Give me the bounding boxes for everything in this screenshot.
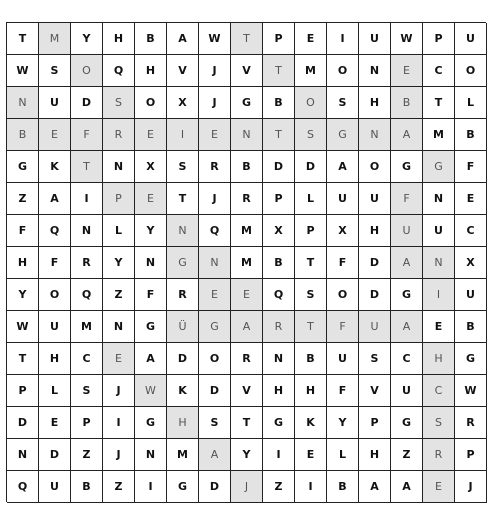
- grid-cell[interactable]: N: [423, 247, 455, 279]
- grid-cell[interactable]: C: [455, 215, 487, 247]
- grid-cell[interactable]: O: [135, 87, 167, 119]
- grid-cell[interactable]: Y: [7, 279, 39, 311]
- grid-cell[interactable]: W: [391, 23, 423, 55]
- grid-cell[interactable]: F: [327, 311, 359, 343]
- grid-cell[interactable]: O: [71, 55, 103, 87]
- grid-cell[interactable]: F: [7, 215, 39, 247]
- grid-cell[interactable]: O: [199, 343, 231, 375]
- grid-cell[interactable]: W: [199, 23, 231, 55]
- grid-cell[interactable]: J: [103, 375, 135, 407]
- grid-cell[interactable]: B: [455, 311, 487, 343]
- grid-cell[interactable]: F: [71, 119, 103, 151]
- grid-cell[interactable]: J: [199, 183, 231, 215]
- grid-cell[interactable]: S: [423, 407, 455, 439]
- grid-cell[interactable]: U: [455, 279, 487, 311]
- grid-cell[interactable]: V: [167, 55, 199, 87]
- grid-cell[interactable]: U: [327, 343, 359, 375]
- grid-cell[interactable]: V: [359, 375, 391, 407]
- grid-cell[interactable]: E: [423, 311, 455, 343]
- grid-cell[interactable]: E: [39, 119, 71, 151]
- grid-cell[interactable]: Y: [231, 439, 263, 471]
- grid-cell[interactable]: S: [71, 375, 103, 407]
- grid-cell[interactable]: G: [263, 407, 295, 439]
- grid-cell[interactable]: B: [7, 119, 39, 151]
- grid-cell[interactable]: Z: [263, 471, 295, 503]
- grid-cell[interactable]: D: [39, 439, 71, 471]
- grid-cell[interactable]: I: [135, 471, 167, 503]
- grid-cell[interactable]: X: [263, 215, 295, 247]
- grid-cell[interactable]: Y: [103, 247, 135, 279]
- grid-cell[interactable]: Z: [7, 183, 39, 215]
- grid-cell[interactable]: U: [39, 87, 71, 119]
- grid-cell[interactable]: A: [391, 247, 423, 279]
- grid-cell[interactable]: P: [7, 375, 39, 407]
- grid-cell[interactable]: P: [295, 215, 327, 247]
- grid-cell[interactable]: B: [455, 119, 487, 151]
- grid-cell[interactable]: A: [199, 439, 231, 471]
- grid-cell[interactable]: W: [135, 375, 167, 407]
- grid-cell[interactable]: G: [327, 119, 359, 151]
- grid-cell[interactable]: P: [103, 183, 135, 215]
- grid-cell[interactable]: N: [359, 119, 391, 151]
- grid-cell[interactable]: T: [263, 119, 295, 151]
- grid-cell[interactable]: C: [391, 343, 423, 375]
- grid-cell[interactable]: G: [135, 407, 167, 439]
- grid-cell[interactable]: A: [39, 183, 71, 215]
- grid-cell[interactable]: Q: [103, 55, 135, 87]
- grid-cell[interactable]: U: [359, 311, 391, 343]
- grid-cell[interactable]: L: [103, 215, 135, 247]
- grid-cell[interactable]: I: [423, 279, 455, 311]
- grid-cell[interactable]: U: [359, 23, 391, 55]
- grid-cell[interactable]: G: [167, 247, 199, 279]
- grid-cell[interactable]: M: [295, 55, 327, 87]
- grid-cell[interactable]: U: [39, 311, 71, 343]
- grid-cell[interactable]: B: [391, 87, 423, 119]
- grid-cell[interactable]: Y: [71, 23, 103, 55]
- grid-cell[interactable]: U: [455, 23, 487, 55]
- grid-cell[interactable]: E: [39, 407, 71, 439]
- grid-cell[interactable]: F: [327, 247, 359, 279]
- grid-cell[interactable]: E: [231, 279, 263, 311]
- grid-cell[interactable]: Z: [71, 439, 103, 471]
- grid-cell[interactable]: B: [263, 247, 295, 279]
- grid-cell[interactable]: X: [135, 151, 167, 183]
- grid-cell[interactable]: N: [103, 151, 135, 183]
- grid-cell[interactable]: G: [199, 311, 231, 343]
- grid-cell[interactable]: H: [359, 439, 391, 471]
- grid-cell[interactable]: A: [327, 151, 359, 183]
- grid-cell[interactable]: M: [71, 311, 103, 343]
- grid-cell[interactable]: R: [71, 247, 103, 279]
- grid-cell[interactable]: Q: [263, 279, 295, 311]
- grid-cell[interactable]: Y: [327, 407, 359, 439]
- grid-cell[interactable]: E: [199, 279, 231, 311]
- grid-cell[interactable]: S: [103, 87, 135, 119]
- grid-cell[interactable]: Q: [199, 215, 231, 247]
- grid-cell[interactable]: D: [167, 343, 199, 375]
- grid-cell[interactable]: T: [295, 247, 327, 279]
- grid-cell[interactable]: P: [423, 23, 455, 55]
- grid-cell[interactable]: R: [231, 183, 263, 215]
- grid-cell[interactable]: G: [231, 87, 263, 119]
- grid-cell[interactable]: H: [7, 247, 39, 279]
- grid-cell[interactable]: X: [455, 247, 487, 279]
- word-search-grid: [6, 22, 486, 502]
- grid-cell[interactable]: C: [423, 375, 455, 407]
- grid-cell[interactable]: L: [295, 183, 327, 215]
- grid-cell[interactable]: H: [295, 375, 327, 407]
- grid-cell[interactable]: B: [263, 87, 295, 119]
- grid-cell[interactable]: T: [231, 23, 263, 55]
- grid-cell[interactable]: N: [135, 439, 167, 471]
- grid-cell[interactable]: R: [423, 439, 455, 471]
- grid-cell[interactable]: O: [327, 279, 359, 311]
- grid-cell[interactable]: H: [359, 87, 391, 119]
- grid-cell[interactable]: I: [295, 471, 327, 503]
- grid-cell[interactable]: E: [295, 23, 327, 55]
- grid-cell[interactable]: A: [391, 471, 423, 503]
- grid-cell[interactable]: A: [391, 311, 423, 343]
- grid-cell[interactable]: L: [327, 439, 359, 471]
- grid-cell[interactable]: R: [103, 119, 135, 151]
- grid-cell[interactable]: Y: [135, 215, 167, 247]
- grid-cell[interactable]: S: [359, 343, 391, 375]
- grid-cell[interactable]: M: [423, 119, 455, 151]
- grid-cell[interactable]: P: [359, 407, 391, 439]
- grid-cell[interactable]: A: [391, 119, 423, 151]
- grid-cell[interactable]: R: [455, 407, 487, 439]
- grid-cell[interactable]: N: [199, 247, 231, 279]
- grid-cell[interactable]: S: [327, 87, 359, 119]
- grid-cell[interactable]: Q: [7, 471, 39, 503]
- grid-cell[interactable]: J: [199, 87, 231, 119]
- grid-cell[interactable]: T: [7, 343, 39, 375]
- grid-cell[interactable]: P: [263, 23, 295, 55]
- grid-cell[interactable]: O: [327, 55, 359, 87]
- grid-cell[interactable]: G: [135, 311, 167, 343]
- grid-cell[interactable]: W: [455, 375, 487, 407]
- grid-cell[interactable]: T: [7, 23, 39, 55]
- grid-cell[interactable]: B: [327, 471, 359, 503]
- grid-cell[interactable]: D: [295, 151, 327, 183]
- grid-cell[interactable]: H: [167, 407, 199, 439]
- grid-cell[interactable]: E: [423, 471, 455, 503]
- grid-cell[interactable]: A: [167, 23, 199, 55]
- grid-cell[interactable]: I: [103, 407, 135, 439]
- grid-cell[interactable]: U: [423, 215, 455, 247]
- grid-cell[interactable]: T: [231, 407, 263, 439]
- grid-cell[interactable]: C: [423, 55, 455, 87]
- grid-cell[interactable]: D: [7, 407, 39, 439]
- grid-cell[interactable]: K: [39, 151, 71, 183]
- grid-cell[interactable]: B: [135, 23, 167, 55]
- grid-cell[interactable]: H: [359, 215, 391, 247]
- grid-cell[interactable]: N: [231, 119, 263, 151]
- grid-cell[interactable]: N: [423, 183, 455, 215]
- grid-cell[interactable]: E: [135, 183, 167, 215]
- grid-cell[interactable]: S: [295, 279, 327, 311]
- grid-cell[interactable]: O: [455, 55, 487, 87]
- grid-cell[interactable]: N: [167, 215, 199, 247]
- grid-cell[interactable]: J: [199, 55, 231, 87]
- grid-cell[interactable]: K: [167, 375, 199, 407]
- grid-cell[interactable]: O: [39, 279, 71, 311]
- grid-cell[interactable]: R: [167, 279, 199, 311]
- grid-cell[interactable]: U: [39, 471, 71, 503]
- grid-cell[interactable]: F: [327, 375, 359, 407]
- grid-cell[interactable]: V: [231, 55, 263, 87]
- grid-cell[interactable]: M: [231, 247, 263, 279]
- grid-cell[interactable]: S: [295, 119, 327, 151]
- grid-cell[interactable]: G: [391, 407, 423, 439]
- grid-cell[interactable]: F: [455, 151, 487, 183]
- grid-cell[interactable]: O: [295, 87, 327, 119]
- grid-cell[interactable]: D: [359, 279, 391, 311]
- grid-cell[interactable]: I: [167, 119, 199, 151]
- grid-cell[interactable]: X: [167, 87, 199, 119]
- grid-cell[interactable]: P: [455, 439, 487, 471]
- grid-cell[interactable]: G: [391, 279, 423, 311]
- grid-cell[interactable]: N: [135, 247, 167, 279]
- grid-cell[interactable]: I: [327, 23, 359, 55]
- grid-cell[interactable]: E: [199, 119, 231, 151]
- grid-cell[interactable]: T: [71, 151, 103, 183]
- grid-cell[interactable]: U: [327, 183, 359, 215]
- grid-cell[interactable]: J: [455, 471, 487, 503]
- grid-cell[interactable]: S: [39, 55, 71, 87]
- grid-cell[interactable]: B: [71, 471, 103, 503]
- grid-cell[interactable]: N: [7, 87, 39, 119]
- grid-cell[interactable]: F: [135, 279, 167, 311]
- grid-cell[interactable]: E: [391, 55, 423, 87]
- grid-cell[interactable]: J: [231, 471, 263, 503]
- grid-cell[interactable]: I: [263, 439, 295, 471]
- grid-cell[interactable]: H: [423, 343, 455, 375]
- grid-cell[interactable]: R: [231, 343, 263, 375]
- grid-cell[interactable]: N: [359, 55, 391, 87]
- grid-cell[interactable]: Ü: [167, 311, 199, 343]
- grid-cell[interactable]: Z: [391, 439, 423, 471]
- grid-cell[interactable]: W: [7, 55, 39, 87]
- grid-cell[interactable]: Q: [39, 215, 71, 247]
- grid-cell[interactable]: G: [391, 151, 423, 183]
- grid-cell[interactable]: X: [327, 215, 359, 247]
- grid-cell[interactable]: E: [295, 439, 327, 471]
- grid-cell[interactable]: H: [39, 343, 71, 375]
- grid-cell[interactable]: I: [71, 183, 103, 215]
- grid-cell[interactable]: M: [167, 439, 199, 471]
- grid-cell[interactable]: U: [391, 215, 423, 247]
- grid-cell[interactable]: H: [103, 23, 135, 55]
- grid-cell[interactable]: G: [455, 343, 487, 375]
- grid-cell[interactable]: H: [135, 55, 167, 87]
- grid-cell[interactable]: A: [359, 471, 391, 503]
- grid-cell[interactable]: P: [71, 407, 103, 439]
- grid-cell[interactable]: F: [39, 247, 71, 279]
- grid-cell[interactable]: L: [455, 87, 487, 119]
- grid-cell[interactable]: Q: [71, 279, 103, 311]
- grid-cell[interactable]: N: [7, 439, 39, 471]
- grid-cell[interactable]: D: [263, 151, 295, 183]
- grid-cell[interactable]: T: [295, 311, 327, 343]
- grid-cell[interactable]: E: [455, 183, 487, 215]
- grid-cell[interactable]: B: [231, 151, 263, 183]
- grid-cell[interactable]: P: [263, 183, 295, 215]
- grid-cell[interactable]: M: [39, 23, 71, 55]
- grid-cell[interactable]: D: [359, 247, 391, 279]
- grid-cell[interactable]: T: [263, 55, 295, 87]
- grid-cell[interactable]: N: [263, 343, 295, 375]
- grid-cell[interactable]: G: [7, 151, 39, 183]
- grid-cell[interactable]: S: [199, 407, 231, 439]
- grid-cell[interactable]: V: [231, 375, 263, 407]
- grid-cell[interactable]: W: [7, 311, 39, 343]
- grid-cell[interactable]: A: [135, 343, 167, 375]
- grid-cell[interactable]: B: [295, 343, 327, 375]
- grid-cell[interactable]: Z: [103, 279, 135, 311]
- grid-cell[interactable]: U: [359, 183, 391, 215]
- grid-cell[interactable]: L: [39, 375, 71, 407]
- grid-cell[interactable]: J: [103, 439, 135, 471]
- grid-cell[interactable]: R: [199, 151, 231, 183]
- grid-cell[interactable]: E: [135, 119, 167, 151]
- grid-cell[interactable]: G: [167, 471, 199, 503]
- grid-cell[interactable]: G: [423, 151, 455, 183]
- grid-cell[interactable]: Z: [103, 471, 135, 503]
- grid-cell[interactable]: D: [71, 87, 103, 119]
- grid-cell[interactable]: U: [391, 375, 423, 407]
- grid-cell[interactable]: R: [263, 311, 295, 343]
- grid-cell[interactable]: N: [103, 311, 135, 343]
- grid-cell[interactable]: N: [71, 215, 103, 247]
- grid-cell[interactable]: T: [423, 87, 455, 119]
- grid-cell[interactable]: E: [103, 343, 135, 375]
- grid-cell[interactable]: D: [199, 471, 231, 503]
- grid-cell[interactable]: M: [231, 215, 263, 247]
- grid-cell[interactable]: S: [167, 151, 199, 183]
- grid-cell[interactable]: F: [391, 183, 423, 215]
- grid-cell[interactable]: K: [295, 407, 327, 439]
- grid-cell[interactable]: D: [199, 375, 231, 407]
- grid-cell[interactable]: A: [231, 311, 263, 343]
- grid-cell[interactable]: C: [71, 343, 103, 375]
- grid-cell[interactable]: T: [167, 183, 199, 215]
- grid-cell[interactable]: H: [263, 375, 295, 407]
- grid-cell[interactable]: O: [359, 151, 391, 183]
